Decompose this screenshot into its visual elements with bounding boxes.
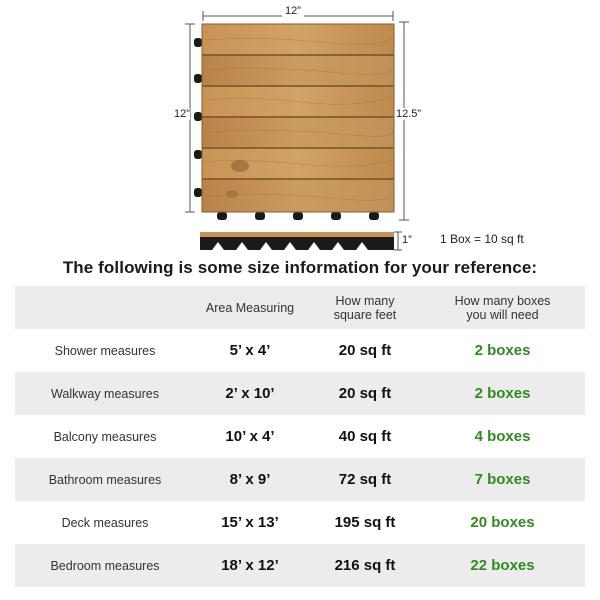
sqft-value: 195 sq ft [334,514,396,531]
left-height-label: 12” [174,108,190,120]
boxes-value: 4 boxes [474,428,531,445]
sqft-value: 216 sq ft [334,557,396,574]
area-value: 15’ x 13’ [221,514,279,531]
room-name: Shower measures [54,343,156,358]
header-sqft: How many square feet [333,293,397,322]
size-reference-table [15,286,585,587]
room-name: Balcony measures [53,429,157,444]
sqft-value: 72 sq ft [338,471,392,488]
sqft-value: 20 sq ft [338,342,392,359]
area-value: 8’ x 9’ [229,471,271,488]
boxes-value: 2 boxes [474,385,531,402]
room-name: Deck measures [61,515,149,530]
boxes-value: 22 boxes [470,557,535,574]
box-coverage-note: 1 Box = 10 sq ft [440,232,524,246]
room-name: Bedroom measures [50,558,160,573]
deck-tile-illustration [0,0,600,260]
room-name: Bathroom measures [48,472,162,487]
right-height-dimension-line [399,22,409,220]
right-height-label: 12.5” [396,108,422,120]
room-name: Walkway measures [51,386,159,401]
reference-heading: The following is some size information for your reference: [62,258,538,277]
boxes-value: 2 boxes [474,342,531,359]
sqft-value: 20 sq ft [338,385,392,402]
sqft-value: 40 sq ft [338,428,392,445]
header-boxes: How many boxes you will need [454,293,551,322]
area-value: 5’ x 4’ [229,342,271,359]
table-row [15,544,585,587]
table-row [15,329,585,372]
boxes-value: 20 boxes [470,514,535,531]
area-value: 10’ x 4’ [225,428,275,445]
table-row [15,372,585,415]
bottom-clips [217,212,379,220]
table-row [15,501,585,544]
width-label: 12” [282,5,304,17]
area-value: 2’ x 10’ [225,385,275,402]
thickness-label: 1” [402,234,412,246]
boxes-value: 7 boxes [474,471,531,488]
table-row [15,415,585,458]
table-row [15,458,585,501]
header-area: Area Measuring [205,300,295,315]
thickness-dimension-line [394,232,402,250]
tile-side-profile [200,232,394,250]
left-clips [194,38,202,197]
area-value: 18’ x 12’ [221,557,279,574]
wood-planks [202,24,394,212]
table-header-row [15,286,585,329]
